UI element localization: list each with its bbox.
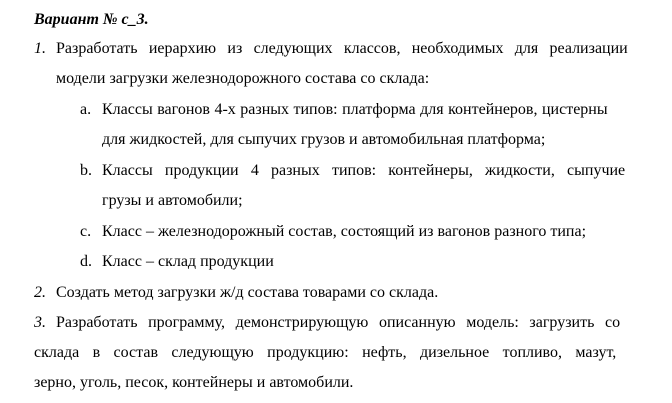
subitem-d-letter: d. [80,253,92,270]
item-1-line-2: модели загрузки железнодорожного состава со склада: [56,70,430,87]
subitem-c-letter: c. [80,223,92,240]
variant-title: Вариант № с_3. [34,11,149,28]
subitem-b-line-2: грузы и автомобили; [102,192,243,209]
item-3-line-2: склада в состав следующую продукцию: нефть, дизельное топливо, мазут, [34,344,617,361]
subitem-a-line-2: для жидкостей, для сыпучих грузов и автомобильная платформа; [102,131,546,148]
subitem-a-line-1: Классы вагонов 4-х разных типов: платформа для контейнеров, цистерны [102,101,608,118]
subitem-d-line-1: Класс – склад продукции [102,253,274,270]
item-3-line-1: Разработать программу, демонстрирующую описанную модель: загрузить со [56,314,621,331]
subitem-c-line-1: Класс – железнодорожный состав, состоящий из вагонов разного типа; [102,223,587,240]
subitem-b-line-1: Классы продукции 4 разных типов: контейнеры, жидкости, сыпучие [102,162,626,179]
item-1-line-1: Разработать иерархию из следующих классов, необходимых для реализации [56,40,628,57]
item-2-number: 2. [34,284,46,301]
item-3-number: 3. [34,314,46,331]
item-1-number: 1. [34,40,46,57]
item-2-line-1: Создать метод загрузки ж/д состава товарами со склада. [56,284,439,301]
subitem-b-letter: b. [80,162,92,179]
subitem-a-letter: a. [80,101,92,118]
item-3-line-3: зерно, уголь, песок, контейнеры и автомобили. [34,374,354,391]
